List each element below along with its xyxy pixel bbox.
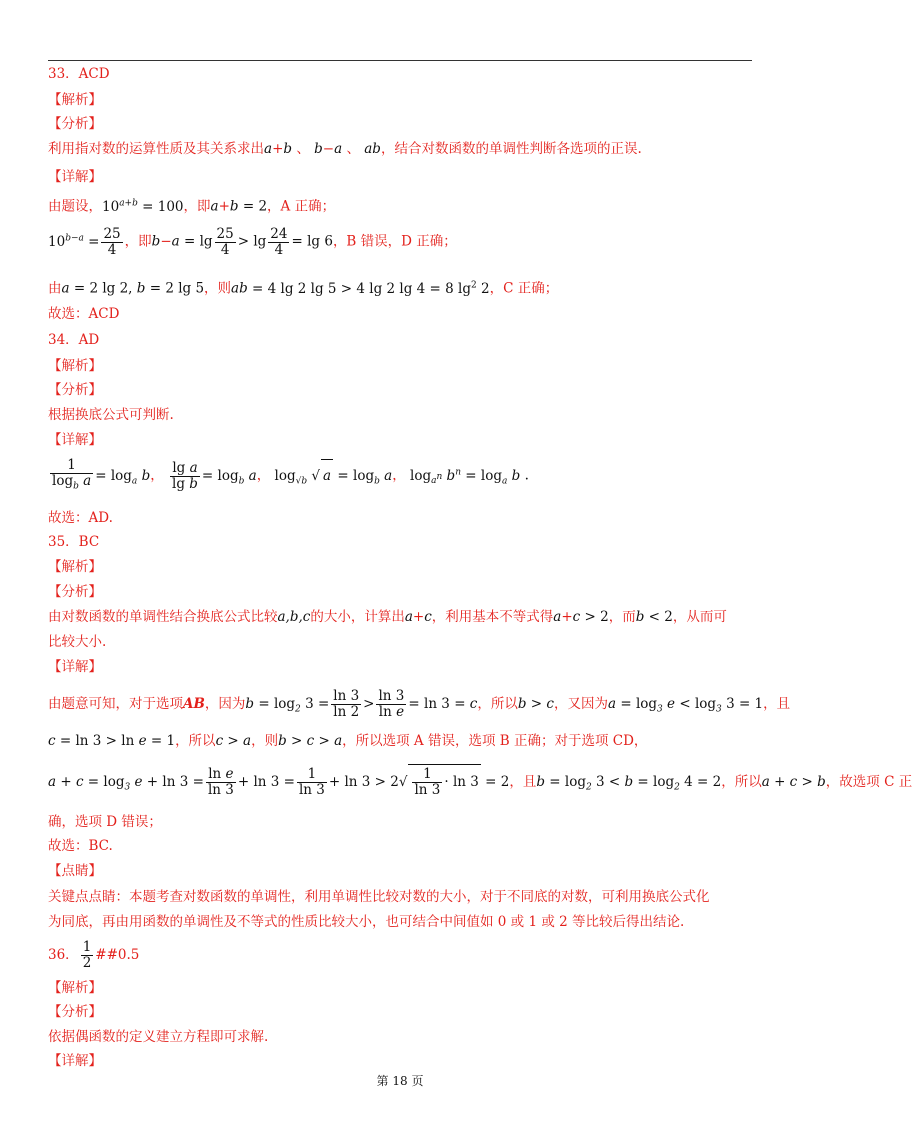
q33-analysis: 利用指对数的运算性质及其关系求出a+b 、 b−a 、 ab，结合对数函数的单调性判断各选项的正误. bbox=[48, 141, 642, 157]
q35-title: 35．BC bbox=[48, 534, 100, 550]
q33-detail-line3: 由a = 2 lg 2, b = 2 lg 5，则ab = 4 lg 2 lg 5 > 4 lg 2 lg 4 = 8 $\lg^2 2$，C 正确； bbox=[48, 280, 559, 297]
q36-title: 36． $\frac{1}{2}$ ##0.5 bbox=[48, 939, 140, 971]
q34-analysis: 根据换底公式可判断. bbox=[48, 407, 174, 423]
q34-jiexi-header: 【解析】 bbox=[48, 358, 102, 374]
q33-answer: 故选：ACD bbox=[48, 306, 120, 322]
q35-xiangjie-header: 【详解】 bbox=[48, 659, 102, 675]
q36-analysis: 依据偶函数的定义建立方程即可求解. bbox=[48, 1029, 269, 1045]
q35-detail-line1: 由题意可知，对于选项AB，因为$b = \log_2 3$ = $\frac{\ln 3}{\ln 2}$ > $\frac{\ln 3}{\text{ln e}}$ = ln 3 = c，所以b > c，又因为$a = \log_3 e < \log_3 3 = 1$，且 bbox=[48, 688, 791, 720]
q36-fenxi-header: 【分析】 bbox=[48, 1004, 102, 1020]
q35-analysis-line1: 由对数函数的单调性结合换底公式比较a,b,c的大小，计算出a+c，利用基本不等式得a+c > 2，而b < 2，从而可 bbox=[48, 609, 727, 625]
q35-answer: 故选：BC. bbox=[48, 838, 113, 854]
q35-dianjing-header: 【点睛】 bbox=[48, 863, 102, 879]
q33-fenxi-header: 【分析】 bbox=[48, 116, 102, 132]
q35-key-point-line2: 为同底，再由用函数的单调性及不等式的性质比较大小，也可结合中间值如 0 或 1 或 2 等比较后得出结论. bbox=[48, 914, 685, 930]
q33-detail-line1: 由题设，$10^{a+b} = 100$，即a+b = 2，A 正确； bbox=[48, 198, 336, 215]
q34-detail-formulas: $\frac{1}{\log_b a}$ = $\log_a b$， $\frac{\text{lg a}}{\text{lg b}}$ = $\log_b a$， $\log_{√b}$ √ $a = \log_b a$， $\log_{a^n} b^n = \log_a b$ . bbox=[52, 456, 529, 492]
q33-xiangjie-header: 【详解】 bbox=[48, 169, 102, 185]
q35-detail-line2: c = ln 3 > ln e = 1，所以c > a，则b > c > a，所以选项 A 错误，选项 B 正确；对于选项 CD， bbox=[48, 733, 648, 749]
q33-detail-line2: $10^{b-a}$ = $\frac{25}{4}$ ，即b−a = lg $\frac{25}{4}$ > lg $\frac{24}{4}$ = lg 6，B 错误，D 正确； bbox=[48, 225, 457, 258]
q34-fenxi-header: 【分析】 bbox=[48, 382, 102, 398]
q34-answer: 故选：AD. bbox=[48, 510, 113, 526]
q36-jiexi-header: 【解析】 bbox=[48, 980, 102, 996]
q35-detail-line3: $a + c = \log_3 e + \ln 3$ = $\frac{\text{ln e}}{\ln 3}$ + ln 3 = $\frac{1}{\ln 3}$ + ln 3 > 2√ $\frac{1}{\ln 3}$ · ln 3 = 2，且$b = \log_2 3 < b = \log_2 4 = 2$，所以a + c > b，故选项 C 正 bbox=[48, 766, 912, 798]
q33-jiexi-header: 【解析】 bbox=[48, 92, 102, 108]
q35-key-point-line1: 关键点点睛：本题考查对数函数的单调性，利用单调性比较对数的大小，对于不同底的对数，可利用换底公式化 bbox=[48, 889, 710, 905]
q35-fenxi-header: 【分析】 bbox=[48, 584, 102, 600]
q34-title: 34．AD bbox=[48, 332, 100, 348]
q35-detail-line4: 确，选项 D 错误； bbox=[48, 814, 162, 830]
q36-xiangjie-header: 【详解】 bbox=[48, 1053, 102, 1069]
q35-analysis-line2: 比较大小. bbox=[48, 634, 107, 650]
q33-title: 33．ACD bbox=[48, 66, 110, 82]
page-number: 第 18 页 bbox=[376, 1074, 424, 1088]
q35-jiexi-header: 【解析】 bbox=[48, 559, 102, 575]
q34-xiangjie-header: 【详解】 bbox=[48, 432, 102, 448]
top-rule bbox=[48, 60, 752, 61]
